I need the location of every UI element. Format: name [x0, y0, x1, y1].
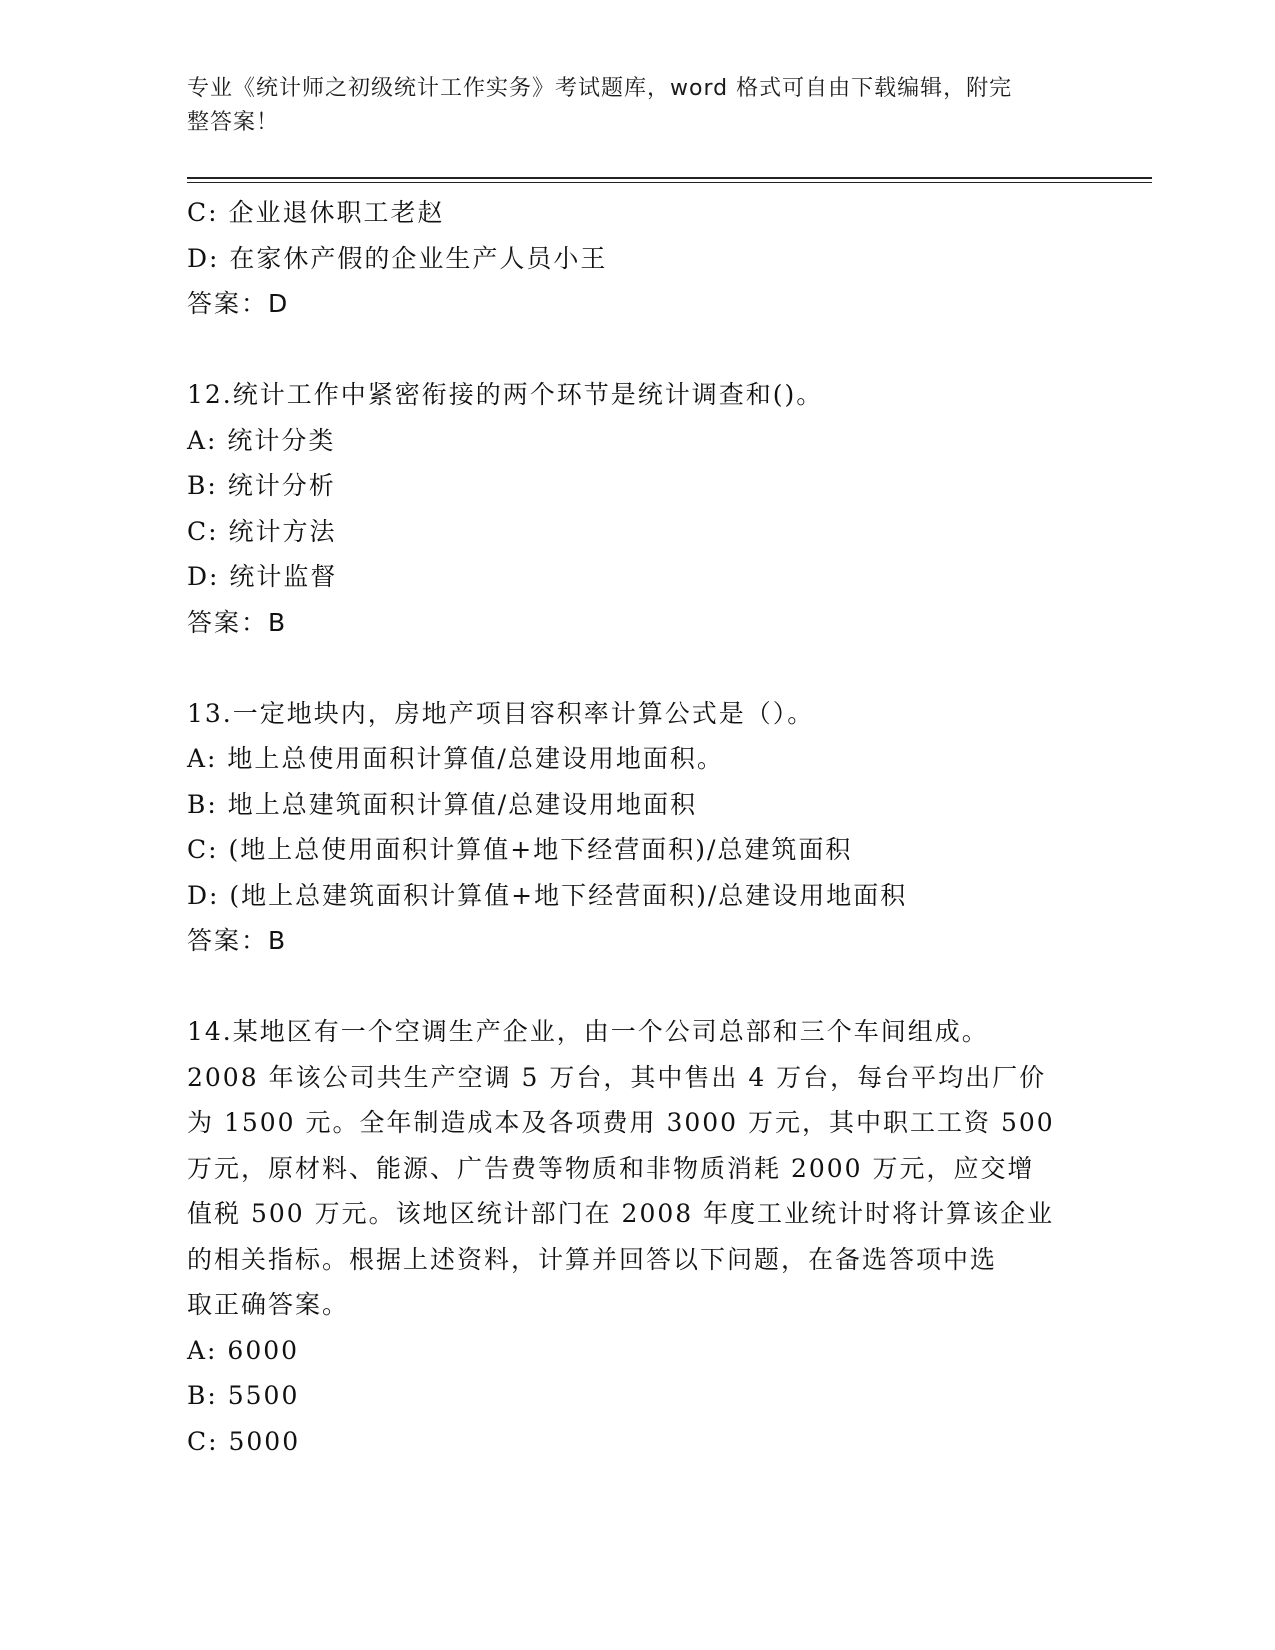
answer: 答案：B	[187, 926, 288, 955]
header-line-1: 专业《统计师之初级统计工作实务》考试题库，word 格式可自由下载编辑，附完	[187, 76, 1013, 101]
question-text-line: 14.某地区有一个空调生产企业，由一个公司总部和三个车间组成。	[187, 1017, 989, 1046]
question-text-line: 2008 年该公司共生产空调 5 万台，其中售出 4 万台，每台平均出厂价	[187, 1062, 1047, 1092]
question-text-line: 为 1500 元。全年制造成本及各项费用 3000 万元，其中职工工资 500	[187, 1108, 1055, 1137]
option-d: D: (地上总建筑面积计算值+地下经营面积)/总建设用地面积	[187, 880, 908, 910]
option-c: C: 统计方法	[187, 516, 337, 546]
question-13	[187, 691, 1087, 964]
question-11-tail	[187, 190, 1087, 327]
option-b: B: 5500	[187, 1381, 300, 1410]
option-c: C: 企业退休职工老赵	[187, 198, 445, 227]
option-a: A: 统计分类	[187, 425, 336, 455]
spacer	[187, 327, 1087, 373]
option-c: C: 5000	[187, 1426, 301, 1456]
option-a: A: 6000	[187, 1335, 300, 1365]
option-d: D: 在家休产假的企业生产人员小王	[187, 243, 608, 273]
question-12	[187, 372, 1087, 645]
spacer	[187, 964, 1087, 1010]
document-header	[187, 72, 1087, 140]
question-text: 12.统计工作中紧密衔接的两个环节是统计调查和()。	[187, 380, 824, 409]
header-divider	[187, 177, 1152, 183]
option-a: A: 地上总使用面积计算值/总建设用地面积。	[187, 744, 724, 773]
question-text-line: 的相关指标。根据上述资料，计算并回答以下问题，在备选答项中选	[187, 1244, 998, 1274]
header-line-2: 整答案！	[187, 110, 280, 135]
question-text-line: 万元，原材料、能源、广告费等物质和非物质消耗 2000 万元，应交增	[187, 1153, 1035, 1183]
answer: 答案：D	[187, 289, 290, 318]
option-c: C: (地上总使用面积计算值+地下经营面积)/总建筑面积	[187, 835, 853, 864]
option-d: D: 统计监督	[187, 562, 338, 591]
question-text-line: 取正确答案。	[187, 1290, 350, 1319]
answer: 答案：B	[187, 607, 288, 637]
question-content	[187, 190, 1087, 1464]
question-text-line: 值税 500 万元。该地区统计部门在 2008 年度工业统计时将计算该企业	[187, 1199, 1055, 1228]
question-text: 13.一定地块内，房地产项目容积率计算公式是（）。	[187, 698, 815, 728]
option-b: B: 统计分析	[187, 471, 336, 500]
question-14	[187, 1009, 1087, 1464]
option-b: B: 地上总建筑面积计算值/总建设用地面积	[187, 789, 698, 819]
spacer	[187, 645, 1087, 691]
